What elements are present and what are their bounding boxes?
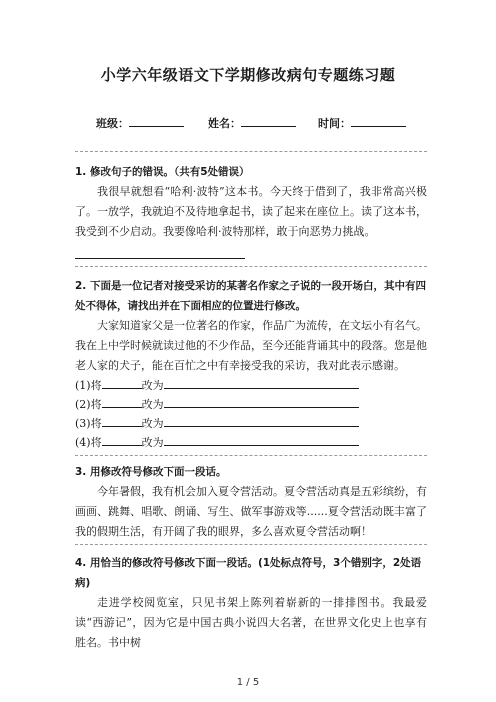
class-blank[interactable] xyxy=(129,114,184,127)
time-label: 时间： xyxy=(318,117,351,130)
question-3-heading: 3. 用修改符号修改下面一段话。 xyxy=(75,466,227,478)
original-word-blank[interactable] xyxy=(102,414,142,427)
class-label: 班级： xyxy=(96,117,129,130)
correction-middle: 改为 xyxy=(141,417,164,430)
name-field xyxy=(208,114,296,131)
question-1-heading: 1. 修改句子的错误。（共有5处错误） xyxy=(75,166,250,178)
question-2-heading: 2. 下面是一位记者对接受采访的某著名作家之子说的一段开场白，其中有四处不得体，请找出并在下面相应的位置进行修改。 xyxy=(75,280,426,312)
page-title: 小学六年级语文下学期修改病句专题练习题 xyxy=(100,66,396,84)
revised-word-blank[interactable] xyxy=(164,433,359,446)
section-divider xyxy=(75,455,427,456)
correction-middle: 改为 xyxy=(141,436,164,449)
correction-prefix: (1)将 xyxy=(75,379,102,392)
question-4-text: 走进学校阅览室，只见书架上陈列着崭新的一排排图书。我最爱读“西游记”，因为它是中国古典小说四大名著，在世界文化史上也享有胜名。书中树 xyxy=(75,596,427,649)
correction-row xyxy=(75,414,427,433)
name-blank[interactable] xyxy=(241,114,296,127)
revised-word-blank[interactable] xyxy=(164,414,359,427)
correction-middle: 改为 xyxy=(141,398,164,411)
correction-row xyxy=(75,376,427,395)
question-2-text: 大家知道家父是一位著名的作家，作品广为流传，在文坛小有名气。我在上中学时候就读过他的不少作品，至今还能背诵其中的段落。您是他老人家的犬子，能在百忙之中有幸接受我的采访，我对此表示感谢。 xyxy=(75,319,427,372)
question-4 xyxy=(75,553,427,653)
original-word-blank[interactable] xyxy=(102,433,142,446)
revised-word-blank[interactable] xyxy=(164,395,359,408)
original-word-blank[interactable] xyxy=(102,395,142,408)
section-divider xyxy=(75,266,427,267)
time-blank[interactable] xyxy=(351,114,406,127)
question-3 xyxy=(75,462,427,542)
correction-row xyxy=(75,433,427,452)
section-divider xyxy=(75,151,427,152)
correction-prefix: (2)将 xyxy=(75,398,102,411)
time-field xyxy=(318,114,406,131)
class-field xyxy=(96,114,184,131)
correction-prefix: (4)将 xyxy=(75,436,102,449)
question-4-heading: 4. 用恰当的修改符号修改下面一段话。(1处标点符号，3个错别字，2处语病) xyxy=(75,557,422,589)
question-2 xyxy=(75,276,427,452)
correction-middle: 改为 xyxy=(141,379,164,392)
revised-word-blank[interactable] xyxy=(164,376,359,389)
question-1 xyxy=(75,162,427,259)
original-word-blank[interactable] xyxy=(102,376,142,389)
name-label: 姓名： xyxy=(208,117,241,130)
page-number: 1 / 5 xyxy=(236,677,260,688)
question-3-text: 今年暑假，我有机会加入夏令营活动。夏令营活动真是五彩缤纷，有画画、跳舞、唱歌、朗诵、写生、做军事游戏等......夏令营活动既丰富了我的假期生活，有开阔了我的眼界，多么喜欢夏令营活动啊！ xyxy=(75,485,427,538)
section-divider xyxy=(75,544,427,545)
correction-prefix: (3)将 xyxy=(75,417,102,430)
correction-row xyxy=(75,395,427,414)
question-1-answer-line[interactable] xyxy=(75,244,245,259)
question-1-text: 我很早就想看“哈利·波特”这本书。今天终于借到了，我非常高兴极了。一放学，我就迫不及待地拿起书，读了起来在座位上。读了这本书，我受到不少启动。我要像哈利·波特那样，敢于向恶势力挑战。 xyxy=(75,185,427,238)
